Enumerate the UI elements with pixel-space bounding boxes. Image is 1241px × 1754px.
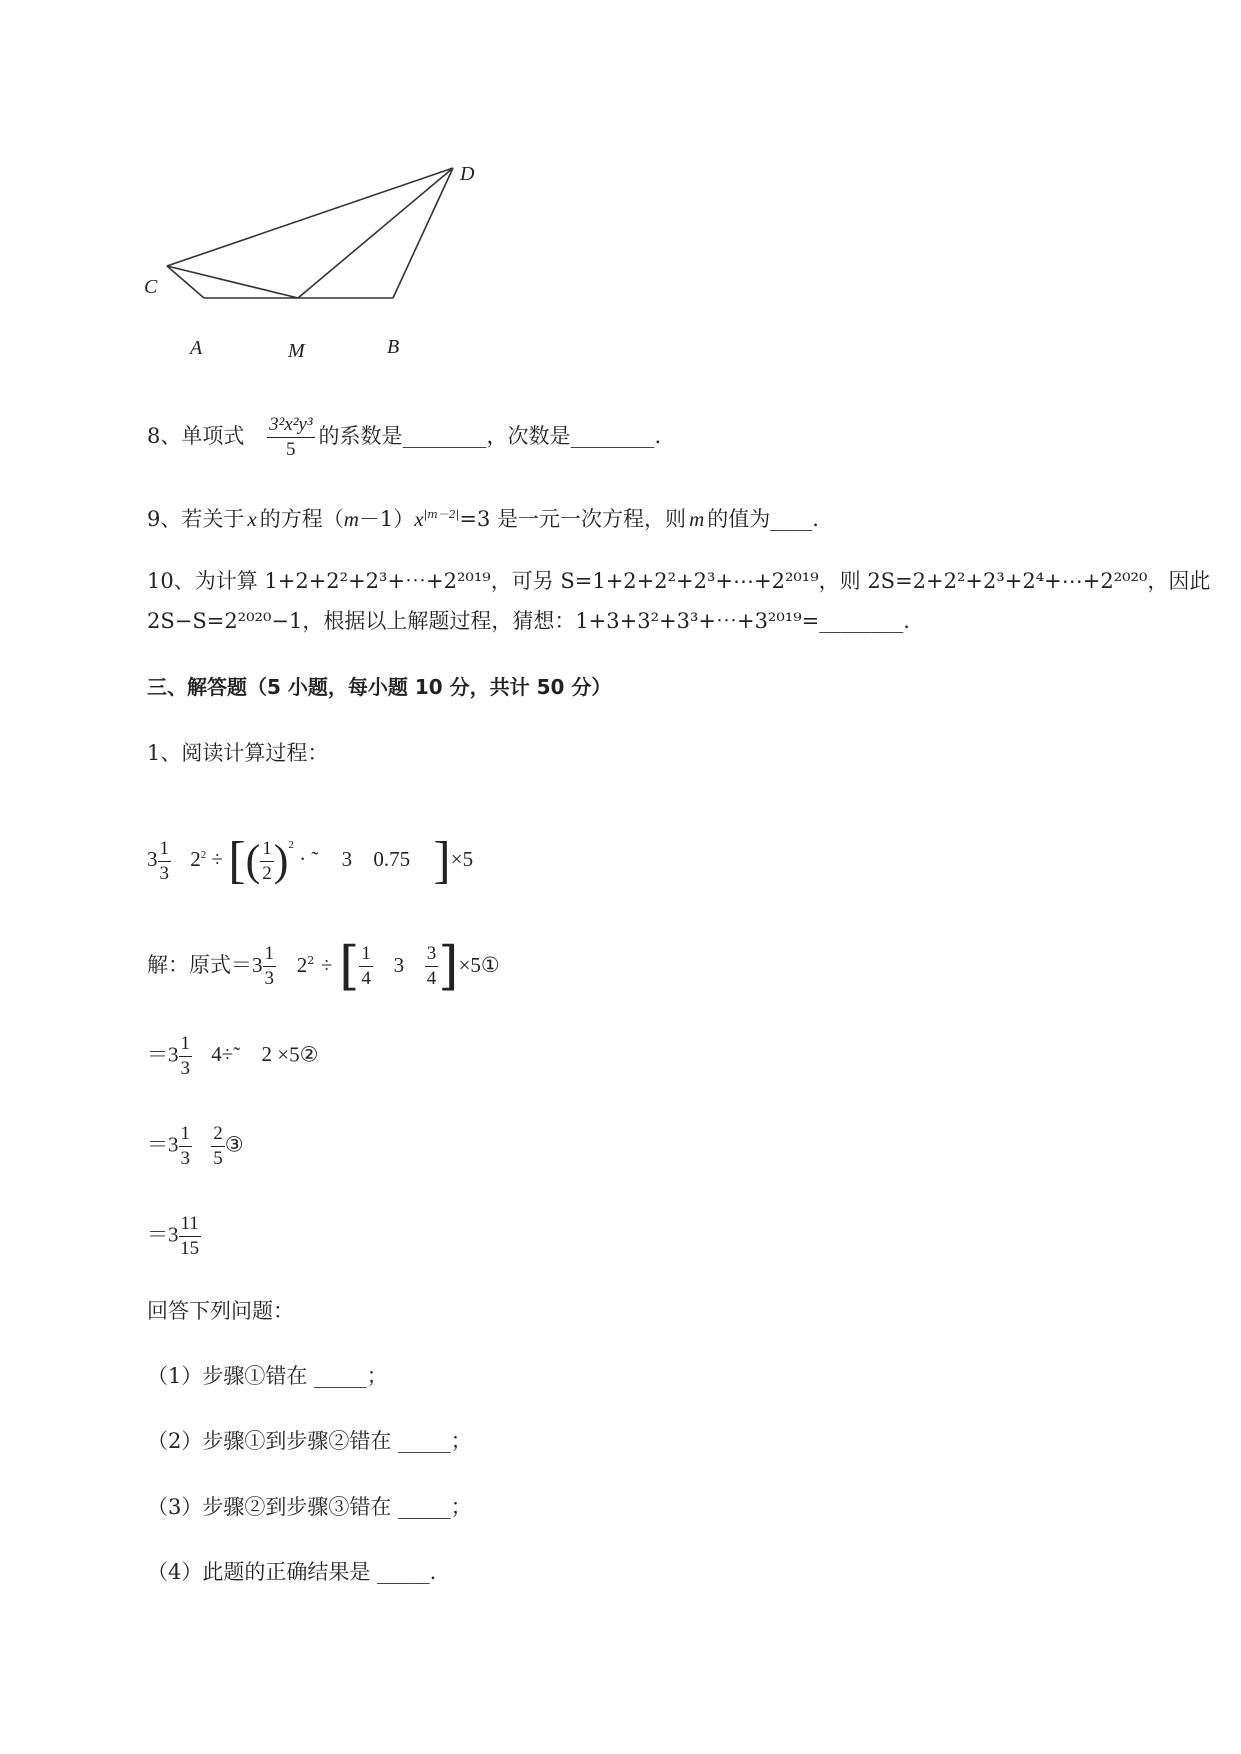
solution-label: 解：原式＝ (147, 953, 252, 977)
q9-t1: 若关于 (181, 507, 245, 531)
sq3-blank: _____ (398, 1495, 451, 1519)
question-8 (147, 413, 661, 462)
s1-close-bracket: ] (438, 936, 459, 997)
q9-number: 9、 (147, 507, 182, 531)
sub-question-4 (147, 1557, 436, 1587)
s3-fraction: $\frac{1}{3}$ (180, 1123, 190, 1169)
expr-dot: · (299, 847, 307, 871)
q9-t3: －1） (358, 507, 415, 531)
sq1-label: （1）步骤①错在 (147, 1364, 308, 1388)
answer-prompt: 回答下列问题： (147, 1299, 294, 1323)
s3-eq: ＝3 (147, 1132, 179, 1157)
monomial-fraction (267, 413, 314, 462)
q9-t5: 的值为 (707, 507, 771, 531)
s2-eq: ＝3 (147, 1042, 179, 1067)
sub-question-3 (147, 1492, 472, 1522)
label-M: M (288, 340, 305, 362)
open-paren: ( (245, 836, 261, 886)
s2-two: 2 (261, 1042, 273, 1067)
expr-three: 3 (341, 847, 353, 871)
segment-CD (167, 168, 453, 266)
expr-half-exp: 2 (288, 839, 294, 851)
s1-fraction: $\frac{1}{3}$ (264, 943, 274, 989)
sq1-blank: _____ (314, 1364, 367, 1388)
s1-two: 2 (296, 953, 308, 977)
sq2-blank: _____ (398, 1429, 451, 1453)
q10-line2-text: 2S−S=2²⁰²⁰−1，根据以上解题过程，猜想：1+3+3²+3³+⋯+3²⁰¹⁹= (147, 609, 820, 633)
q10-blank: ________ (819, 609, 904, 633)
segment-BD (393, 168, 453, 298)
s1-whole: 3 (252, 953, 263, 977)
question-9 (147, 500, 819, 534)
s1-two-exp: 2 (307, 954, 315, 967)
q9-var-m: m (343, 507, 359, 531)
q9-end: . (812, 507, 819, 531)
q9-t2: 的方程（ (259, 507, 344, 531)
geometry-figure (130, 150, 490, 370)
sub-question-2 (147, 1426, 472, 1456)
original-expression (147, 830, 474, 890)
label-C: C (144, 276, 158, 298)
expr-fraction: $\frac{1}{3}$ (159, 837, 169, 884)
sq4-label: （4）此题的正确结果是 (147, 1560, 371, 1584)
sub-question-1 (147, 1361, 388, 1391)
label-B: B (387, 336, 400, 358)
sq1-end: ； (366, 1364, 388, 1388)
expr-two-exp: 2 (200, 849, 207, 861)
sq4-end: . (429, 1560, 437, 1584)
q9-t4: =3 是一元一次方程，则 (459, 507, 687, 531)
s4-fraction: $\frac{11}{15}$ (180, 1213, 200, 1259)
sq2-end: ； (450, 1429, 472, 1453)
q8-mid: 的系数是 (318, 424, 403, 448)
solution-step-3 (147, 1122, 244, 1171)
s1-quarter: $\frac{1}{4}$ (361, 943, 371, 989)
expr-times: ×5 (450, 847, 474, 871)
expr-tilde: ˜ (311, 847, 319, 871)
label-D: D (460, 163, 475, 185)
s2-tail: ×5② (277, 1042, 319, 1067)
monomial-denominator: 5 (286, 439, 296, 460)
q8-end: . (654, 424, 662, 448)
s2-fraction: $\frac{1}{3}$ (180, 1033, 190, 1079)
s1-tail: ×5① (458, 953, 500, 977)
q8-number: 8、 (147, 424, 182, 448)
q8-blank-2: ________ (570, 424, 655, 448)
sq2-label: （2）步骤①到步骤②错在 (147, 1429, 392, 1453)
expr-decimal: 0.75 (373, 847, 411, 871)
s1-three-quarters: $\frac{3}{4}$ (426, 943, 437, 989)
sq3-label: （3）步骤②到步骤③错在 (147, 1495, 392, 1519)
question-10-line-1: 10、为计算 1+2+2²+2³+⋯+2²⁰¹⁹，可另 S=1+2+2²+2³+⋯+2²⁰¹⁹，则 2S=2+2²+2³+2⁴+⋯+2²⁰²⁰，因此 (147, 569, 1211, 593)
q9-var-x: x (247, 507, 257, 531)
q9-blank: ____ (770, 507, 813, 531)
expr-two: 2 (190, 847, 201, 871)
solution-step-4 (147, 1212, 201, 1261)
monomial-numerator: 3²x²y³ (267, 413, 314, 438)
close-bracket: ] (433, 832, 451, 890)
sq4-blank: _____ (377, 1560, 430, 1584)
s2-rest: 4÷ (211, 1042, 234, 1067)
section-3-heading: 三、解答题（5 小题，每小题 10 分，共计 50 分） (147, 675, 612, 699)
solution-step-2 (147, 1032, 318, 1081)
s2-tilde: ˜ (233, 1042, 241, 1067)
q8-blank-1: ________ (402, 424, 487, 448)
q8-sep: ，次数是 (486, 424, 571, 448)
solution-step-1 (147, 936, 500, 997)
segment-MD (298, 168, 453, 298)
expr-div: ÷ (211, 847, 224, 871)
s1-open-bracket: [ (339, 936, 360, 997)
question-10-line-2 (147, 606, 910, 636)
label-A: A (190, 337, 203, 359)
q10-end: . (903, 609, 910, 633)
s3-two-fifths: $\frac{2}{5}$ (213, 1123, 223, 1169)
expr-whole: 3 (147, 847, 158, 871)
open-bracket: [ (228, 832, 246, 890)
s1-three: 3 (393, 953, 405, 977)
q9-var-x2: x (414, 507, 424, 531)
close-paren: ) (273, 836, 289, 886)
q9-exponent: |m－2| (423, 508, 460, 521)
problem-1-intro: 1、阅读计算过程： (147, 741, 329, 765)
q9-var-m2: m (689, 507, 705, 531)
sq3-end: ； (450, 1495, 472, 1519)
s3-tail: ③ (224, 1132, 244, 1157)
q8-prefix: 单项式 (181, 424, 245, 448)
s4-eq: ＝3 (147, 1222, 179, 1247)
expr-half: $\frac{1}{2}$ (262, 837, 272, 884)
s1-div: ÷ (320, 953, 333, 977)
